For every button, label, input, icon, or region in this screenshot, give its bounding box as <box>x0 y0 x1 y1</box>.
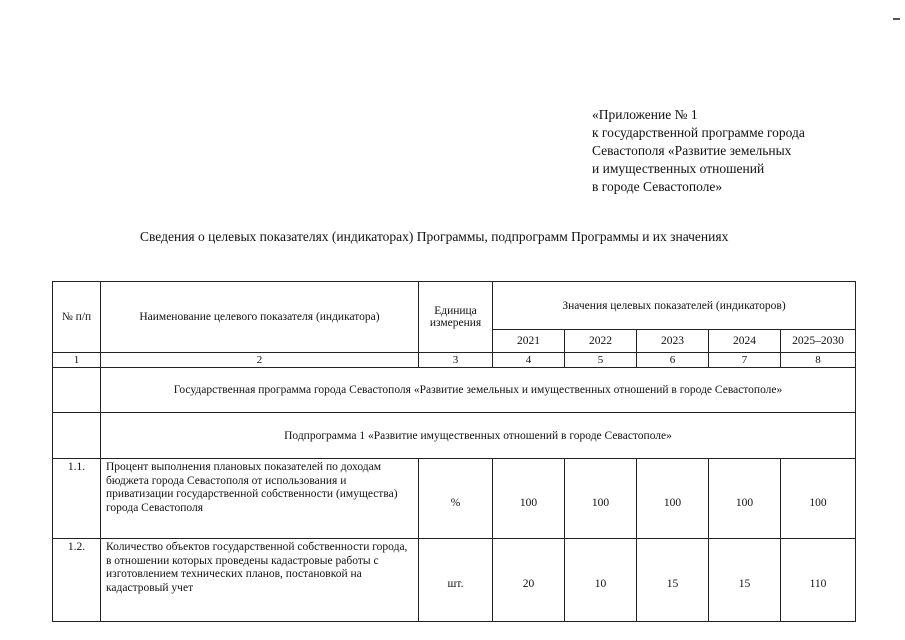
header-unit: Единица измерения <box>419 282 493 353</box>
row-unit: % <box>419 459 493 539</box>
row-indicator-name: Процент выполнения плановых показателей по доходам бюджета города Севастополя от использования и приватизации государственной собственности (имущества) города Севастополя <box>101 459 419 539</box>
column-number: 1 <box>53 353 101 368</box>
column-number: 6 <box>637 353 709 368</box>
appendix-line: «Приложение № 1 <box>592 107 698 122</box>
row-value: 10 <box>565 539 637 622</box>
row-value: 20 <box>493 539 565 622</box>
column-numbers-row <box>53 353 856 368</box>
row-unit: шт. <box>419 539 493 622</box>
row-indicator-name: Количество объектов государственной собственности города, в отношении которых проведены кадастровые работы с изготовлением технических планов, постановкой на кадастровый учет <box>101 539 419 622</box>
row-value: 15 <box>637 539 709 622</box>
header-year: 2024 <box>709 330 781 353</box>
header-values-group: Значения целевых показателей (индикаторов) <box>493 282 856 330</box>
table-row <box>53 459 856 539</box>
subprogram-title: Подпрограмма 1 «Развитие имущественных отношений в городе Севастополе» <box>101 413 856 459</box>
row-value: 15 <box>709 539 781 622</box>
program-title: Государственная программа города Севастополя «Развитие земельных и имущественных отношений в городе Севастополе» <box>101 368 856 413</box>
appendix-line: в городе Севастополе» <box>592 179 723 194</box>
row-value: 110 <box>781 539 856 622</box>
header-num: № п/п <box>53 282 101 353</box>
column-number: 8 <box>781 353 856 368</box>
subprogram-num-cell <box>53 413 101 459</box>
appendix-line: и имущественных отношений <box>592 161 765 176</box>
row-value: 100 <box>781 459 856 539</box>
column-number: 5 <box>565 353 637 368</box>
header-year: 2022 <box>565 330 637 353</box>
header-year: 2025–2030 <box>781 330 856 353</box>
table-row <box>53 539 856 622</box>
program-row <box>53 368 856 413</box>
appendix-line: к государственной программе города <box>592 125 805 140</box>
indicators-table <box>52 281 856 622</box>
program-num-cell <box>53 368 101 413</box>
column-number: 4 <box>493 353 565 368</box>
column-number: 7 <box>709 353 781 368</box>
row-value: 100 <box>565 459 637 539</box>
column-number: 2 <box>101 353 419 368</box>
appendix-note <box>592 106 805 196</box>
appendix-line: Севастополя «Развитие земельных <box>592 143 792 158</box>
subprogram-row <box>53 413 856 459</box>
scan-mark <box>893 18 900 20</box>
header-year: 2021 <box>493 330 565 353</box>
row-num: 1.2. <box>53 539 101 622</box>
header-name: Наименование целевого показателя (индикатора) <box>101 282 419 353</box>
header-year: 2023 <box>637 330 709 353</box>
column-number: 3 <box>419 353 493 368</box>
document-title: Сведения о целевых показателях (индикаторах) Программы, подпрограмм Программы и их значениях <box>140 229 729 244</box>
row-num: 1.1. <box>53 459 101 539</box>
row-value: 100 <box>493 459 565 539</box>
row-value: 100 <box>709 459 781 539</box>
row-value: 100 <box>637 459 709 539</box>
